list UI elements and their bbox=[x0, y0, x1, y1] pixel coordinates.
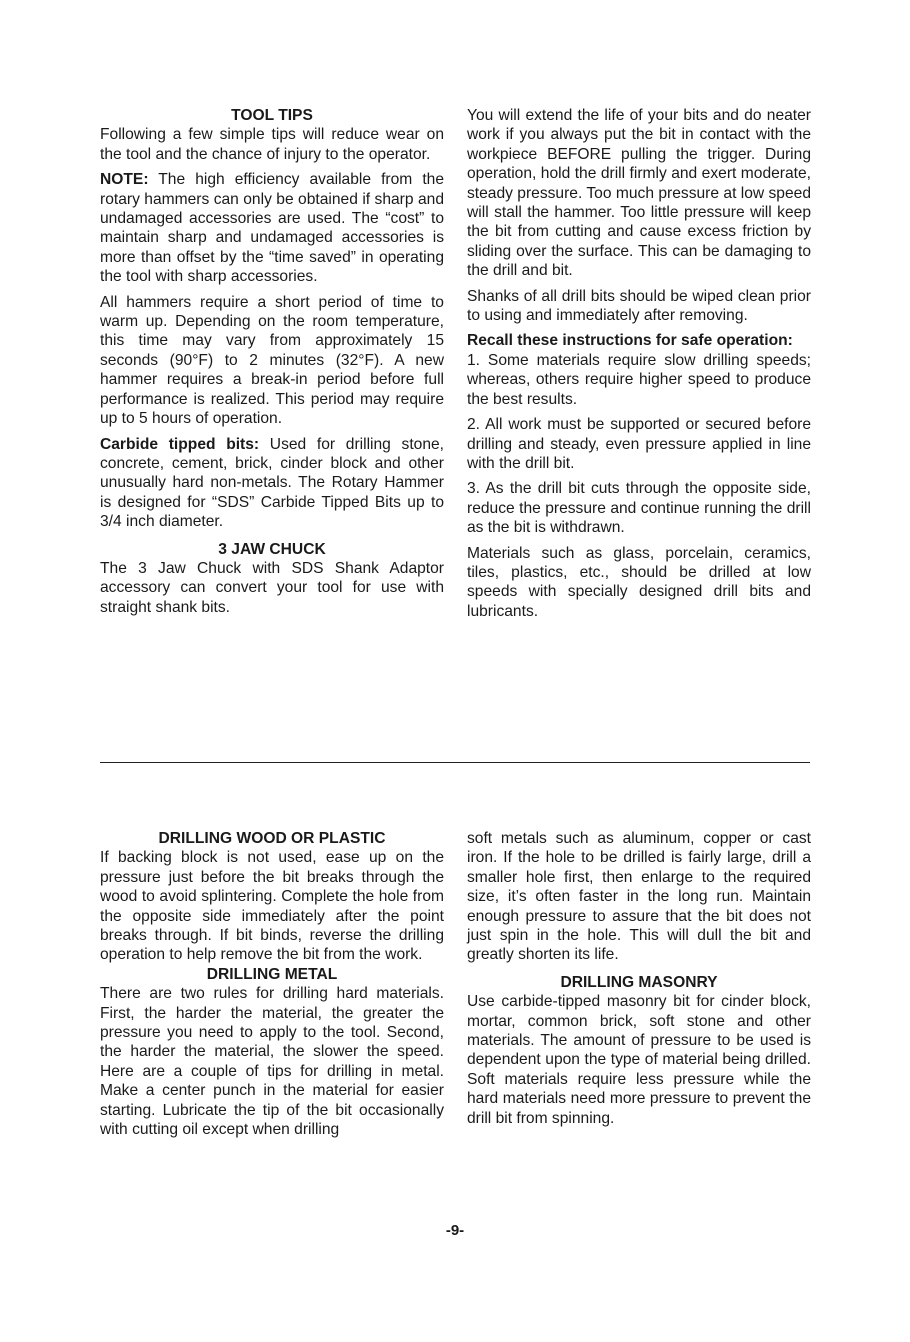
note-text: The high efficiency available from the rotary hammers can only be obtained if sharp and undamaged accessories are used. The “cost” to maintain sharp and undamaged accessories is more than offset by the “time saved” in operating the tool with sharp accessories. bbox=[100, 171, 444, 286]
note-paragraph bbox=[100, 170, 444, 286]
paragraph: All hammers require a short period of time to warm up. Depending on the room temperature, this time may vary from approximately 15 seconds (90°F) to 2 minutes (32°F). A new hammer requires a break-in period before full performance is realized. This period may require up to 5 hours of operation. bbox=[100, 293, 444, 428]
list-item: 1. Some materials require slow drilling speeds; whereas, others require higher speed to produce the best results. bbox=[467, 351, 811, 408]
carbide-paragraph bbox=[100, 435, 444, 532]
right-column-bottom bbox=[467, 829, 811, 1134]
carbide-text: Used for drilling stone, concrete, cement, brick, cinder block and other unusually hard non-metals. The Rotary Hammer is designed for “SDS” Carbide Tipped Bits up to 3/4 inch diameter. bbox=[100, 435, 444, 531]
divider bbox=[100, 762, 810, 763]
recall-heading bbox=[467, 331, 811, 350]
list-item: 3. As the drill bit cuts through the opposite side, reduce the pressure and continue running the drill as the bit is withdrawn. bbox=[467, 480, 811, 537]
paragraph: Shanks of all drill bits should be wiped clean prior to using and immediately after removing. bbox=[467, 287, 811, 325]
carbide-label: Carbide tipped bits: bbox=[100, 435, 260, 453]
paragraph: There are two rules for drilling hard materials. First, the harder the material, the greater the pressure you need to apply to the tool. Second, the harder the material, the slower the speed. Here are a couple of tips for drilling in metal. Make a center punch in the material for easier starting. Lubricate the tip of the bit occasionally with cutting oil except when drilling bbox=[100, 985, 444, 1139]
paragraph: The 3 Jaw Chuck with SDS Shank Adaptor accessory can convert your tool for use with straight shank bits. bbox=[100, 559, 444, 616]
note-label: NOTE: bbox=[100, 171, 149, 189]
recall-heading-text: Recall these instructions for safe operation: bbox=[467, 332, 793, 350]
paragraph: Following a few simple tips will reduce wear on the tool and the chance of injury to the operator. bbox=[100, 126, 444, 163]
left-column-bottom bbox=[100, 829, 444, 1146]
paragraph: If backing block is not used, ease up on the pressure just before the bit breaks through the wood to avoid splintering. Complete the hole from the opposite side immediately after the point breaks through. If bit binds, reverse the drilling operation to help remove the bit from the work. bbox=[100, 849, 444, 964]
drilling-metal-heading: DRILLING METAL bbox=[206, 965, 338, 983]
right-column-top bbox=[467, 106, 811, 627]
jaw-chuck-heading: 3 JAW CHUCK bbox=[218, 540, 326, 558]
list-item: 2. All work must be supported or secured before drilling and steady, even pressure applied in line with the drill bit. bbox=[467, 416, 811, 472]
page-number: -9- bbox=[445, 1222, 465, 1239]
left-column-top bbox=[100, 106, 444, 623]
paragraph: You will extend the life of your bits and do neater work if you always put the bit in contact with the workpiece BEFORE pulling the trigger. During operation, hold the drill firmly and exert moderate, steady pressure. Too much pressure at low speed will stall the hammer. Too little pressure will keep the bit from cutting and cause excess friction by sliding over the surface. This can be damaging to the drill and bit. bbox=[467, 107, 811, 280]
drilling-masonry-heading: DRILLING MASONRY bbox=[560, 973, 718, 991]
tool-tips-heading: TOOL TIPS bbox=[231, 107, 313, 124]
paragraph: Use carbide-tipped masonry bit for cinder block, mortar, common brick, soft stone and other materials. The amount of pressure to be used is dependent upon the type of material being drilled. Soft materials require less pressure while the hard materials need more pressure to prevent the drill bit from spinning. bbox=[467, 993, 811, 1127]
drilling-wood-heading: DRILLING WOOD OR PLASTIC bbox=[158, 830, 386, 847]
paragraph: soft metals such as aluminum, copper or cast iron. If the hole to be drilled is fairly large, drill a smaller hole first, then enlarge to the required size, it’s often faster in the long run. Maintain enough pressure to assure that the bit does not just spin in the hole. This will dull the bit and greatly shorten its life. bbox=[467, 830, 811, 964]
paragraph: Materials such as glass, porcelain, ceramics, tiles, plastics, etc., should be drilled at low speeds with specially designed drill bits and lubricants. bbox=[467, 544, 811, 620]
